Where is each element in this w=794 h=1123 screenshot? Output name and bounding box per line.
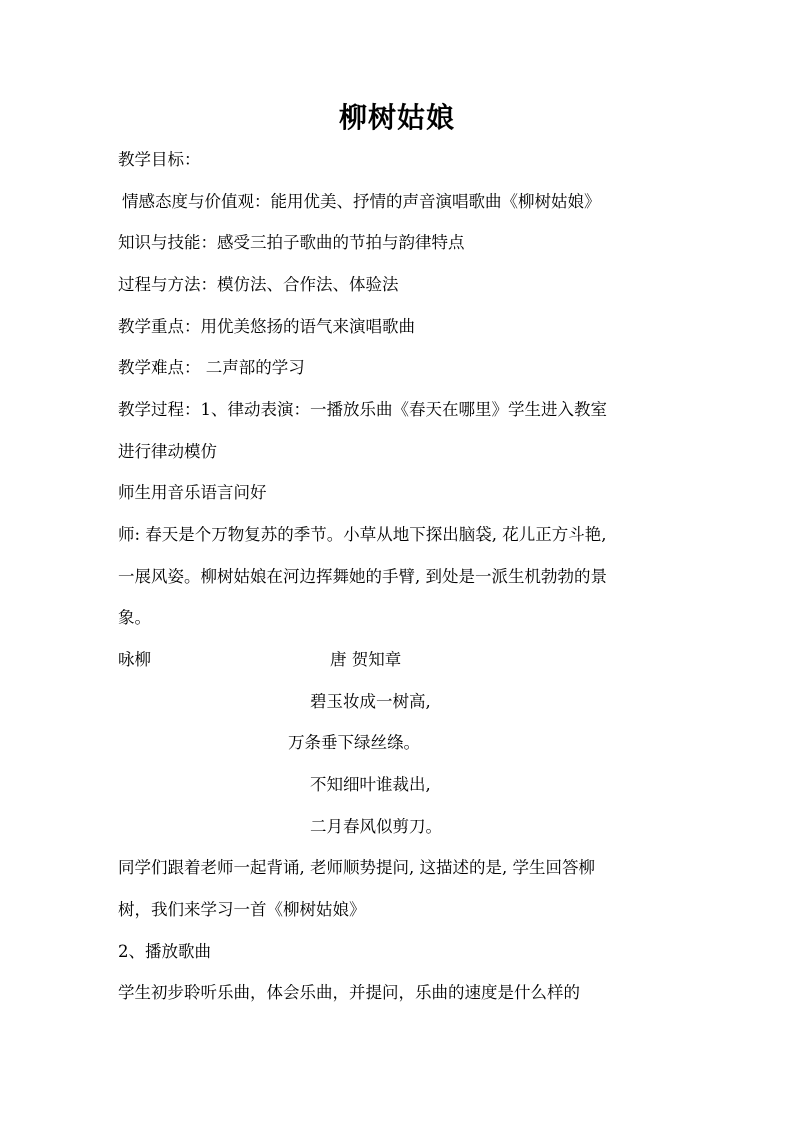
paragraph-teacher-intro-2: 一展风姿。柳树姑娘在河边挥舞她的手臂, 到处是一派生机勃勃的景 [118,567,607,586]
poem-name: 咏柳 [118,650,151,669]
poem-header [118,648,698,672]
paragraph-greeting: 师生用音乐语言问好 [118,483,267,502]
paragraph-recite-1: 同学们跟着老师一起背诵, 老师顺势提问, 这描述的是, 学生回答柳 [118,858,595,877]
paragraph-difficulty: 教学难点： 二声部的学习 [118,358,305,377]
document-title: 柳树姑娘 [338,101,455,134]
poem-verse-2: 万条垂下绿丝绦。 [288,733,420,752]
paragraph-process: 教学过程：1、律动表演：一播放乐曲《春天在哪里》学生进入教室 [118,400,607,419]
paragraph-listen: 学生初步聆听乐曲，体会乐曲，并提问，乐曲的速度是什么样的 [118,983,580,1002]
poem-author: 唐 贺知章 [330,650,402,669]
paragraph-teaching-goals: 教学目标： [118,150,201,169]
poem-verse-4: 二月春风似剪刀。 [310,817,442,836]
paragraph-knowledge-goal: 知识与技能：感受三拍子歌曲的节拍与韵律特点 [118,233,465,252]
poem-verse-1: 碧玉妆成一树高, [310,692,431,711]
poem-verse-3: 不知细叶谁裁出, [310,775,431,794]
paragraph-process-cont: 进行律动模仿 [118,442,217,461]
paragraph-teacher-intro-3: 象。 [118,608,151,627]
paragraph-emotion-goal: 情感态度与价值观：能用优美、抒情的声音演唱歌曲《柳树姑娘》 [122,192,601,211]
paragraph-teacher-intro-1: 师: 春天是个万物复苏的季节。小草从地下探出脑袋, 花儿正方斗艳, [118,525,607,544]
paragraph-key-point: 教学重点：用优美悠扬的语气来演唱歌曲 [118,317,415,336]
paragraph-method-goal: 过程与方法：模仿法、合作法、体验法 [118,275,399,294]
paragraph-recite-2: 树，我们来学习一首《柳树姑娘》 [118,900,366,919]
paragraph-play-song: 2、播放歌曲 [118,942,211,961]
